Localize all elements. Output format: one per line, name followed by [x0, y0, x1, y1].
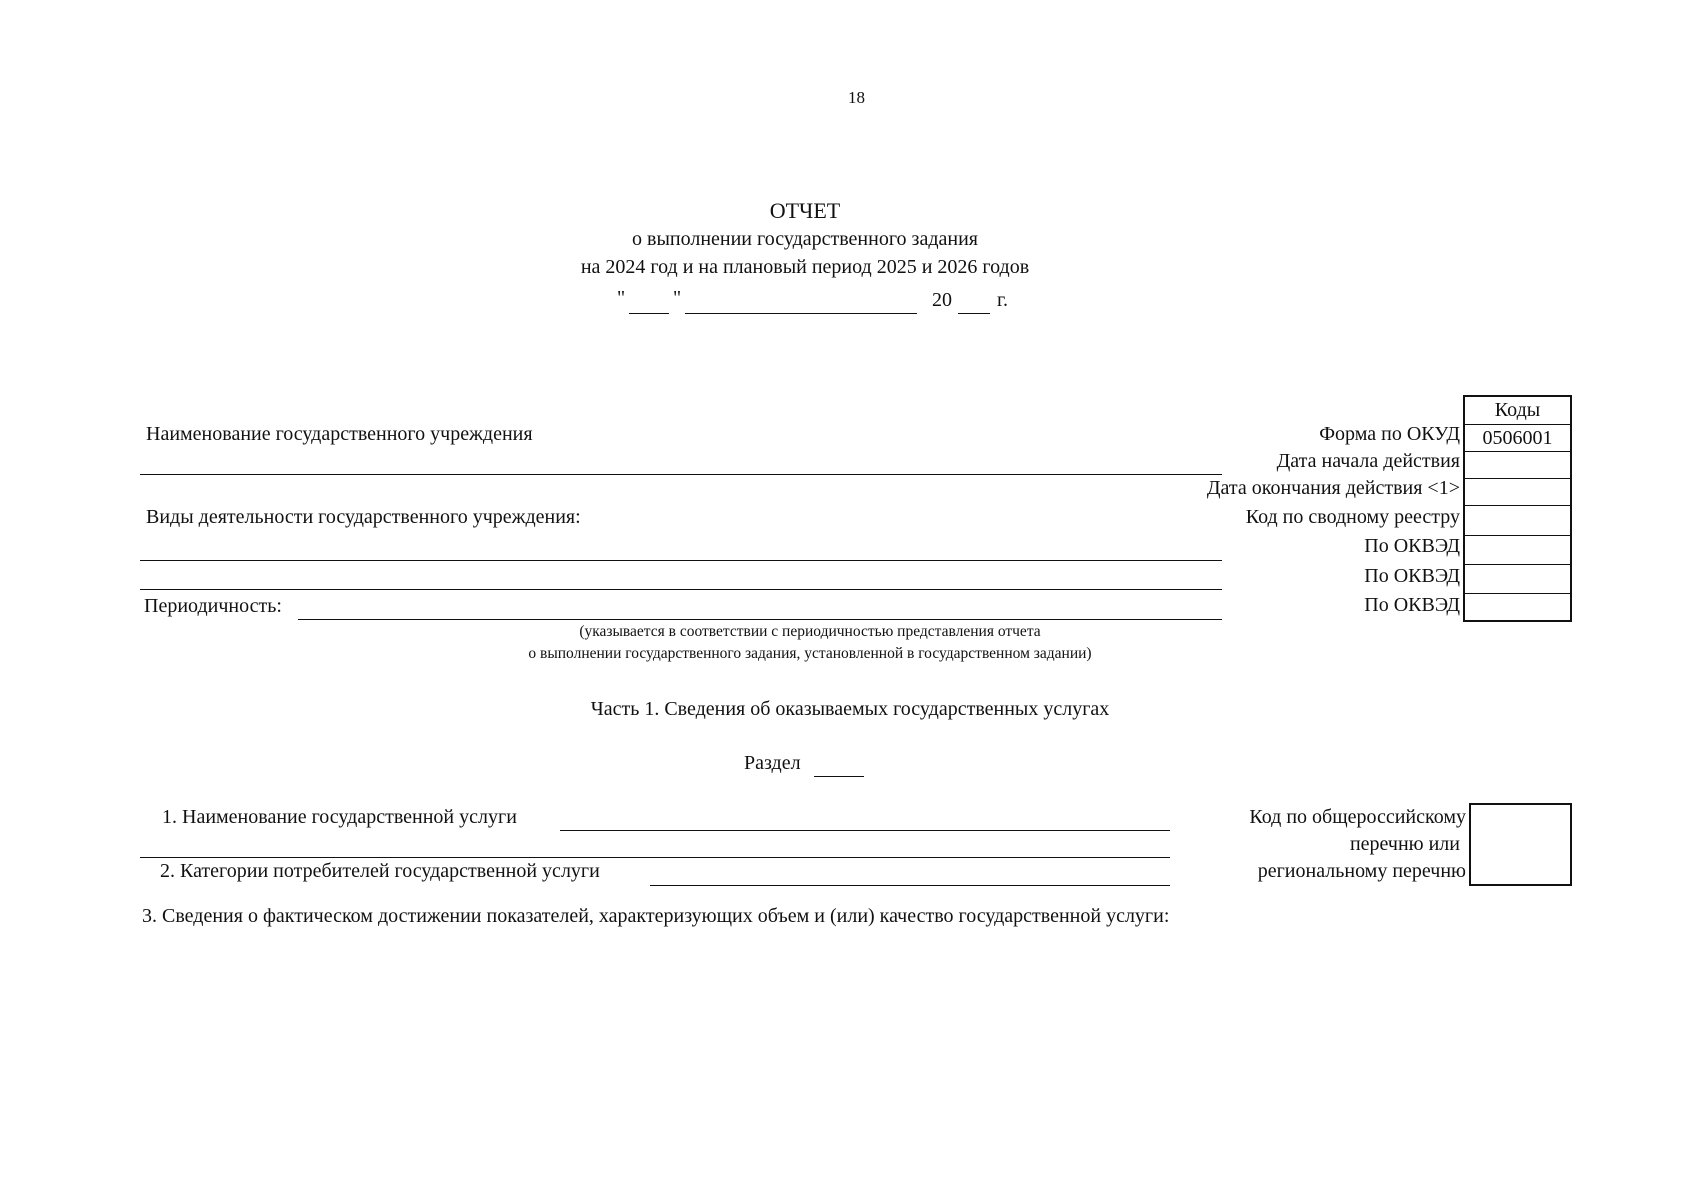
- periodicity-note-2: о выполнении государственного задания, установленной в государственном задании): [528, 645, 1092, 662]
- periodicity-label: Периодичность:: [144, 595, 282, 617]
- date-quote-close: ": [673, 287, 682, 309]
- code-value-okved-2[interactable]: [1465, 564, 1570, 593]
- service-code-label-1: Код по общероссийскому: [1249, 806, 1466, 828]
- report-title: ОТЧЕТ: [769, 198, 841, 223]
- date-day-blank: [629, 313, 669, 314]
- code-label-okved-2: По ОКВЭД: [1364, 565, 1460, 587]
- institution-name-label: Наименование государственного учреждения: [146, 423, 533, 445]
- code-label-okved-3: По ОКВЭД: [1364, 594, 1460, 616]
- code-value-start-date[interactable]: [1465, 451, 1570, 478]
- date-year-blank: [958, 313, 990, 314]
- consumer-categories-line: [650, 885, 1170, 886]
- codes-header: Коды: [1494, 399, 1541, 421]
- activity-line-2: [140, 589, 1222, 590]
- code-value-okved-3[interactable]: [1465, 593, 1570, 620]
- code-value-okved-1[interactable]: [1465, 535, 1570, 564]
- service-code-label-3: региональному перечню: [1257, 860, 1466, 882]
- code-label-registry: Код по сводному реестру: [1245, 506, 1460, 528]
- service-name-line-2: [140, 857, 1170, 858]
- code-value-registry[interactable]: [1465, 505, 1570, 535]
- date-quote-open: ": [617, 287, 626, 309]
- date-year-prefix: 20: [932, 289, 952, 311]
- date-month-blank: [685, 313, 917, 314]
- code-label-end-date: Дата окончания действия <1>: [1206, 477, 1460, 499]
- service-code-box[interactable]: [1469, 803, 1572, 886]
- activity-line-1: [140, 560, 1222, 561]
- section-label: Раздел: [744, 752, 801, 774]
- periodicity-line: [298, 619, 1222, 620]
- code-value-okud[interactable]: 0506001: [1465, 424, 1570, 451]
- codes-table: [1463, 395, 1572, 622]
- code-value-end-date[interactable]: [1465, 478, 1570, 505]
- report-subtitle-1: о выполнении государственного задания: [632, 228, 978, 250]
- service-code-label-2: перечню или: [1349, 833, 1460, 855]
- periodicity-note-1: (указывается в соответствии с периодичностью представления отчета: [579, 623, 1041, 640]
- activity-types-label: Виды деятельности государственного учреждения:: [146, 506, 581, 528]
- code-label-okud: Форма по ОКУД: [1319, 423, 1460, 445]
- service-name-label: 1. Наименование государственной услуги: [162, 806, 517, 828]
- indicators-heading: 3. Сведения о фактическом достижении показателей, характеризующих объем и (или) качество государственной услуги:: [142, 905, 1170, 927]
- institution-name-line: [140, 474, 1222, 475]
- date-year-suffix: г.: [997, 289, 1008, 311]
- code-label-okved-1: По ОКВЭД: [1364, 535, 1460, 557]
- service-name-line-1: [560, 830, 1170, 831]
- report-subtitle-2: на 2024 год и на плановый период 2025 и 2026 годов: [580, 256, 1030, 278]
- consumer-categories-label: 2. Категории потребителей государственной услуги: [160, 860, 600, 882]
- code-label-start-date: Дата начала действия: [1276, 450, 1460, 472]
- part1-title: Часть 1. Сведения об оказываемых государственных услугах: [590, 698, 1110, 720]
- page-number: 18: [848, 88, 865, 107]
- section-number-blank: [814, 776, 864, 777]
